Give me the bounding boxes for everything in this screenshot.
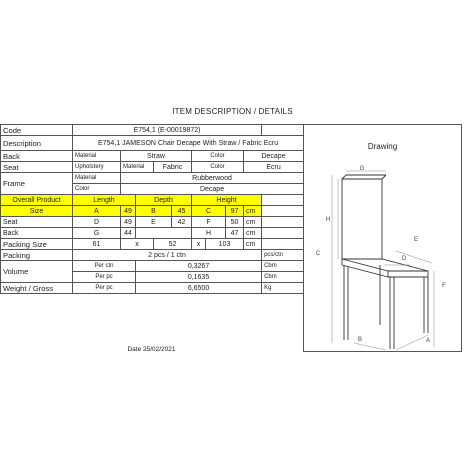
packing-value: 2 pcs / 1 ctn	[73, 250, 262, 261]
weight-per-pc-label: Per pc	[73, 283, 136, 294]
date-text: Date 25/02/2021	[127, 346, 176, 353]
packing-size-label: Packing Size	[1, 239, 73, 250]
seat-label: Seat	[1, 162, 73, 173]
dim-h-value: 47	[226, 228, 244, 239]
empty-cell	[262, 217, 304, 228]
dim-f-value: 50	[226, 217, 244, 228]
dim-g-value: 44	[121, 228, 136, 239]
weight-label: Weight / Gross	[1, 283, 73, 294]
dim-e-letter: E	[136, 217, 172, 228]
label-c: C	[315, 251, 321, 257]
seat-upholstery-label: Upholstery	[73, 162, 121, 173]
volume-per-ctn-label: Per ctn	[73, 261, 136, 272]
description-label: Description	[1, 136, 73, 151]
dim-h-letter: H	[192, 228, 226, 239]
code-label: Code	[1, 125, 73, 136]
backrest-edge	[382, 175, 386, 179]
back-dims-unit: cm	[244, 228, 262, 239]
label-f: F	[442, 283, 446, 289]
label-g: G	[359, 166, 365, 172]
dim-c-value: 97	[226, 206, 244, 217]
packing-label: Packing	[1, 250, 73, 261]
dim-g-letter: G	[73, 228, 121, 239]
empty-cell	[262, 125, 304, 136]
depth-header: Depth	[136, 195, 192, 206]
dim-f-letter: F	[192, 217, 226, 228]
back-label: Back	[1, 151, 73, 162]
length-header: Length	[73, 195, 136, 206]
label-b: B	[357, 337, 363, 343]
volume-per-pc-label: Per pc	[73, 272, 136, 283]
dim-d-value: 49	[121, 217, 136, 228]
packing-size-x1: x	[121, 239, 154, 250]
frame-label: Frame	[1, 173, 73, 195]
frame-material-label: Material	[73, 173, 121, 184]
backrest-shape	[342, 179, 382, 259]
volume-ctn-row	[1, 261, 304, 272]
label-a: A	[425, 338, 431, 344]
weight-unit: Kg	[262, 283, 304, 294]
drawing-panel	[303, 124, 462, 352]
back-color-label: Color	[192, 151, 244, 162]
dims-unit: cm	[244, 206, 262, 217]
dims-header-row	[1, 195, 304, 206]
dim-b-letter: B	[136, 206, 172, 217]
overall-size-line1: Overall Product	[1, 195, 73, 206]
label-d: D	[401, 256, 407, 262]
packing-unit: pcs/ctn	[262, 250, 304, 261]
packing-size-unit: cm	[244, 239, 262, 250]
seat-dims-unit: cm	[244, 217, 262, 228]
dim-line-a	[394, 335, 431, 350]
chair-drawing	[304, 165, 463, 350]
description-value: E754,1 JAMESON Chair Decape With Straw / Fabric Ecru	[73, 136, 304, 151]
back-row	[1, 151, 304, 162]
code-row	[1, 125, 304, 136]
empty-cell	[136, 228, 192, 239]
empty-cell	[262, 228, 304, 239]
volume-label: Volume	[1, 261, 73, 283]
frame-color: Decape	[121, 184, 304, 195]
packing-size-row	[1, 239, 304, 250]
frame-color-label: Color	[73, 184, 121, 195]
packing-row	[1, 250, 304, 261]
empty-cell	[262, 195, 304, 206]
packing-size-height: 103	[206, 239, 244, 250]
packing-size-x2: x	[192, 239, 206, 250]
dim-d-letter: D	[73, 217, 121, 228]
back-dims-row	[1, 228, 304, 239]
back-dims-label: Back	[1, 228, 73, 239]
page-title: ITEM DESCRIPTION / DETAILS	[172, 107, 293, 116]
label-h: H	[325, 217, 331, 223]
packing-size-width: 52	[154, 239, 192, 250]
dims-values-row	[1, 206, 304, 217]
weight-row	[1, 283, 304, 294]
seat-material-label: Material	[121, 162, 154, 173]
empty-cell	[262, 239, 304, 250]
volume-pc-unit: Cbm	[262, 272, 304, 283]
back-color: Decape	[244, 151, 304, 162]
volume-per-pc-value: 0,1635	[136, 272, 262, 283]
seat-material: Fabric	[154, 162, 192, 173]
overall-size-line2: Size	[1, 206, 73, 217]
height-header: Height	[192, 195, 262, 206]
dim-b-value: 45	[172, 206, 192, 217]
dim-c-letter: C	[192, 206, 226, 217]
frame-material-row	[1, 173, 304, 184]
dim-a-letter: A	[73, 206, 121, 217]
weight-value: 6,6500	[136, 283, 262, 294]
volume-per-ctn-value: 0,3267	[136, 261, 262, 272]
seat-front	[388, 271, 428, 277]
code-value: E754,1 (E-00019872)	[73, 125, 262, 136]
description-row	[1, 136, 304, 151]
dim-e-value: 42	[172, 217, 192, 228]
spec-table	[0, 124, 304, 294]
seat-color: Ecru	[244, 162, 304, 173]
volume-ctn-unit: Cbm	[262, 261, 304, 272]
drawing-title: Drawing	[367, 142, 398, 151]
packing-size-length: 61	[73, 239, 121, 250]
empty-cell	[262, 206, 304, 217]
seat-row	[1, 162, 304, 173]
seat-dims-row	[1, 217, 304, 228]
seat-edge	[342, 265, 388, 277]
backrest-edge	[342, 175, 346, 179]
back-material: Straw	[121, 151, 192, 162]
dim-a-value: 49	[121, 206, 136, 217]
seat-color-label: Color	[192, 162, 244, 173]
frame-material: Rubberwood	[121, 173, 304, 184]
back-material-label: Material	[73, 151, 121, 162]
dim-line-b	[354, 343, 390, 350]
label-e: E	[413, 237, 419, 243]
seat-dims-label: Seat	[1, 217, 73, 228]
